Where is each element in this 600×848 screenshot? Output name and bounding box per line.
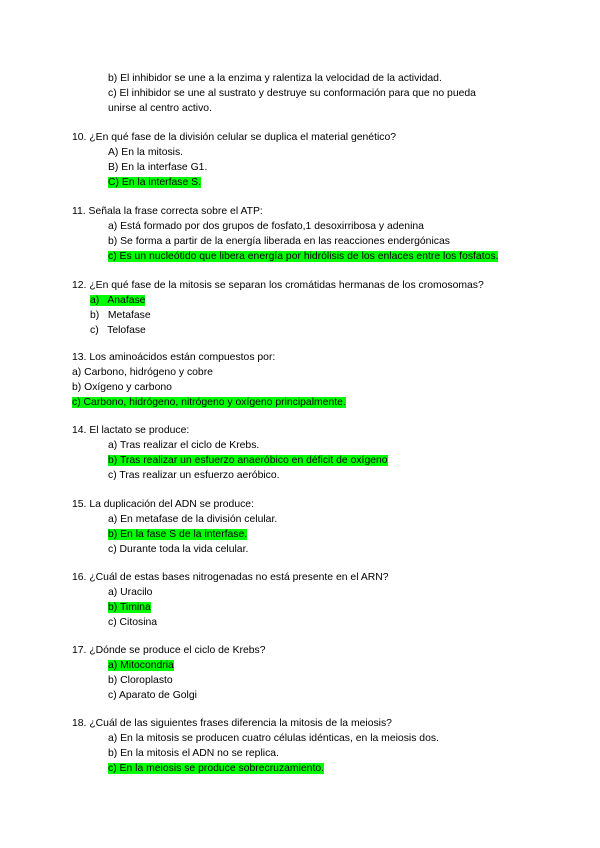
option-line [72,308,572,323]
option-line [72,365,572,380]
correct-answer-highlight: a) Mitocondria [108,660,174,671]
correct-answer-highlight: C) En la interfase S. [108,177,201,188]
option-line: c) El inhibidor se une al sustrato y destruye su conformación para que no pueda [108,88,476,99]
question-11 [72,204,572,264]
correct-answer-highlight: a) Anafase [90,295,146,306]
question-15 [72,497,572,557]
option-line [72,542,572,557]
option-line-correct [72,658,572,673]
option-line [72,615,572,630]
option-text: b) Se forma a partir de la energía liberada en las reacciones endergónicas [108,236,450,247]
question-text: 10. ¿En qué fase de la división celular se duplica el material genético? [72,132,397,143]
option-line-correct [72,293,572,308]
question-14 [72,423,572,483]
option-line: unirse al centro activo. [108,103,212,114]
option-line [72,746,572,761]
correct-answer-highlight: c) Carbono, hidrógeno, nitrógeno y oxígeno principalmente. [72,397,346,408]
option-line-correct [72,175,572,190]
question-text: 11. Señala la frase correcta sobre el ATP: [72,206,263,217]
question-text: 16. ¿Cuál de estas bases nitrogenadas no está presente en el ARN? [72,572,389,583]
question-12 [72,278,572,338]
option-line [72,438,572,453]
option-line [72,512,572,527]
option-text: c) Durante toda la vida celular. [108,544,249,555]
option-line [72,160,572,175]
option-line-correct [72,761,572,776]
option-line [72,234,572,249]
correct-answer-highlight: c) Es un nucleótido que libera energía por hidrólisis de los enlaces entre los fosfatos. [108,251,499,262]
option-line-correct [72,600,572,615]
question-10 [72,130,572,190]
option-line [72,219,572,234]
option-line-correct [72,249,572,264]
option-text: B) En la interfase G1. [108,162,208,173]
option-line [72,323,572,338]
option-line [72,468,572,483]
question-text: 15. La duplicación del ADN se produce: [72,499,254,510]
correct-answer-highlight: c) En la meiosis se produce sobrecruzamiento. [108,763,324,774]
option-line [72,585,572,600]
question-9-tail [72,71,572,116]
option-line [72,731,572,746]
question-text: 18. ¿Cuál de las siguientes frases diferencia la mitosis de la meiosis? [72,718,392,729]
option-text: a) Uracilo [108,587,153,598]
correct-answer-highlight: b) Timina [108,602,151,613]
option-text: c) Aparato de Golgi [108,690,197,701]
question-text: 17. ¿Dónde se produce el ciclo de Krebs? [72,645,266,656]
option-line [72,145,572,160]
correct-answer-highlight: b) Tras realizar un esfuerzo anaeróbico en déficit de oxígeno [108,455,388,466]
question-16 [72,570,572,630]
option-text: b) Oxígeno y carbono [72,382,172,393]
option-text: A) En la mitosis. [108,147,184,158]
question-text: 13. Los aminoácidos están compuestos por: [72,352,276,363]
option-line-correct [72,453,572,468]
option-line [72,380,572,395]
question-17 [72,643,572,703]
option-text: a) Carbono, hidrógeno y cobre [72,367,213,378]
option-text: a) En la mitosis se producen cuatro células idénticas, en la meiosis dos. [108,733,439,744]
option-text: c) Citosina [108,617,158,628]
question-text: 12. ¿En qué fase de la mitosis se separan los cromátidas hermanas de los cromosomas? [72,280,484,291]
option-line: b) El inhibidor se une a la enzima y ralentiza la velocidad de la actividad. [108,73,442,84]
question-text: 14. El lactato se produce: [72,425,190,436]
option-text: c) Telofase [90,325,146,336]
option-line [72,688,572,703]
question-13 [72,350,572,410]
option-text: a) Tras realizar el ciclo de Krebs. [108,440,260,451]
option-line-correct [72,395,572,410]
option-text: b) En la mitosis el ADN no se replica. [108,748,279,759]
option-text: a) Está formado por dos grupos de fosfato,1 desoxirribosa y adenina [108,221,424,232]
option-text: b) Cloroplasto [108,675,173,686]
option-line [72,673,572,688]
question-18 [72,716,572,776]
correct-answer-highlight: b) En la fase S de la interfase. [108,529,248,540]
option-line-correct [72,527,572,542]
option-text: c) Tras realizar un esfuerzo aeróbico. [108,470,280,481]
option-text: a) En metafase de la división celular. [108,514,278,525]
option-text: b) Metafase [90,310,151,321]
